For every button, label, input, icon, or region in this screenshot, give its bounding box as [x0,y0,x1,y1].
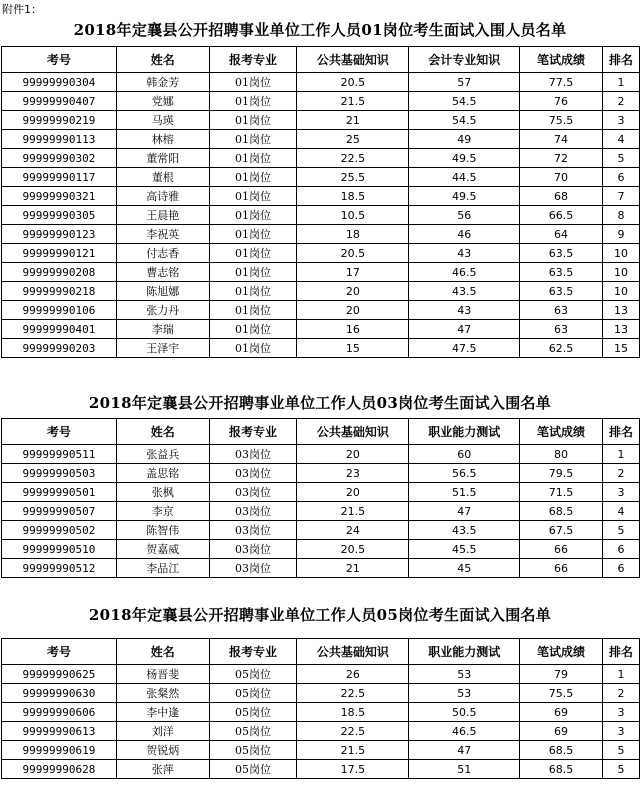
cell-name: 王泽宇 [116,339,209,358]
cell-written-score: 62.5 [520,339,603,358]
cell-name: 张萍 [116,760,209,779]
table-row [2,741,640,760]
column-header-public-knowledge: 公共基础知识 [297,419,409,445]
cell-position: 01岗位 [209,263,297,282]
cell-public-knowledge: 20 [297,301,409,320]
cell-exam-id: 99999990630 [2,684,117,703]
section-title-05: 2018年定襄县公开招聘事业单位工作人员05岗位考生面试入围名单 [88,606,552,624]
cell-written-score: 63.5 [520,282,603,301]
cell-position: 05岗位 [209,741,297,760]
header-row [2,47,640,73]
cell-written-score: 75.5 [520,111,603,130]
column-header-second-score: 职业能力测试 [409,639,520,665]
cell-rank: 10 [602,263,639,282]
cell-written-score: 66 [520,540,603,559]
cell-rank: 15 [602,339,639,358]
cell-public-knowledge: 25 [297,130,409,149]
cell-position: 03岗位 [209,483,297,502]
table-row [2,339,640,358]
cell-written-score: 76 [520,92,603,111]
table-row [2,559,640,578]
cell-rank: 4 [602,502,639,521]
cell-name: 董根 [116,168,209,187]
cell-second-score: 47 [409,502,520,521]
cell-public-knowledge: 21 [297,559,409,578]
cell-second-score: 43 [409,301,520,320]
column-header-position: 报考专业 [209,639,297,665]
cell-rank: 1 [602,445,639,464]
cell-name: 党娜 [116,92,209,111]
table-row [2,760,640,779]
cell-second-score: 45.5 [409,540,520,559]
table-row [2,703,640,722]
cell-rank: 3 [602,483,639,502]
cell-position: 03岗位 [209,502,297,521]
cell-second-score: 50.5 [409,703,520,722]
cell-name: 王晨艳 [116,206,209,225]
cell-name: 董常阳 [116,149,209,168]
cell-public-knowledge: 25.5 [297,168,409,187]
cell-second-score: 46 [409,225,520,244]
cell-written-score: 68.5 [520,760,603,779]
section-title-01: 2018年定襄县公开招聘事业单位工作人员01岗位考生面试入围人员名单 [73,21,567,39]
cell-position: 03岗位 [209,559,297,578]
table-01 [1,46,640,358]
cell-public-knowledge: 21.5 [297,502,409,521]
cell-written-score: 63 [520,301,603,320]
table-row [2,206,640,225]
cell-exam-id: 99999990219 [2,111,117,130]
cell-second-score: 44.5 [409,168,520,187]
attachment-label: 附件1： [2,3,42,16]
cell-exam-id: 99999990619 [2,741,117,760]
header-row [2,419,640,445]
cell-public-knowledge: 17.5 [297,760,409,779]
cell-written-score: 67.5 [520,521,603,540]
cell-public-knowledge: 21.5 [297,92,409,111]
cell-name: 林榕 [116,130,209,149]
cell-second-score: 54.5 [409,111,520,130]
column-header-exam-id: 考号 [2,419,117,445]
table-row [2,244,640,263]
cell-name: 陈旭娜 [116,282,209,301]
cell-rank: 10 [602,244,639,263]
column-header-written-score: 笔试成绩 [520,419,603,445]
cell-second-score: 43.5 [409,282,520,301]
cell-exam-id: 99999990113 [2,130,117,149]
cell-second-score: 51 [409,760,520,779]
cell-position: 01岗位 [209,168,297,187]
cell-exam-id: 99999990510 [2,540,117,559]
cell-second-score: 46.5 [409,263,520,282]
column-header-second-score: 会计专业知识 [409,47,520,73]
cell-name: 盖思铭 [116,464,209,483]
cell-position: 03岗位 [209,521,297,540]
cell-name: 付志香 [116,244,209,263]
cell-name: 李品江 [116,559,209,578]
cell-name: 陈智伟 [116,521,209,540]
cell-public-knowledge: 15 [297,339,409,358]
cell-exam-id: 99999990512 [2,559,117,578]
cell-name: 张粲然 [116,684,209,703]
cell-rank: 6 [602,559,639,578]
column-header-public-knowledge: 公共基础知识 [297,47,409,73]
table-03 [1,418,640,578]
cell-rank: 2 [602,92,639,111]
cell-rank: 2 [602,464,639,483]
cell-public-knowledge: 10.5 [297,206,409,225]
cell-exam-id: 99999990208 [2,263,117,282]
cell-exam-id: 99999990305 [2,206,117,225]
cell-rank: 5 [602,149,639,168]
cell-second-score: 49.5 [409,149,520,168]
cell-name: 张枫 [116,483,209,502]
column-header-written-score: 笔试成绩 [520,639,603,665]
cell-exam-id: 99999990407 [2,92,117,111]
cell-public-knowledge: 18 [297,225,409,244]
cell-position: 01岗位 [209,225,297,244]
cell-name: 贺嘉威 [116,540,209,559]
cell-written-score: 69 [520,703,603,722]
cell-public-knowledge: 17 [297,263,409,282]
table-row [2,282,640,301]
cell-rank: 13 [602,320,639,339]
cell-rank: 7 [602,187,639,206]
cell-exam-id: 99999990613 [2,722,117,741]
table-row [2,168,640,187]
column-header-public-knowledge: 公共基础知识 [297,639,409,665]
cell-written-score: 63 [520,320,603,339]
cell-public-knowledge: 16 [297,320,409,339]
cell-name: 李瑞 [116,320,209,339]
table-row [2,130,640,149]
cell-written-score: 63.5 [520,263,603,282]
cell-exam-id: 99999990321 [2,187,117,206]
cell-name: 马瑛 [116,111,209,130]
cell-public-knowledge: 20.5 [297,244,409,263]
column-header-exam-id: 考号 [2,47,117,73]
cell-exam-id: 99999990507 [2,502,117,521]
table-row [2,149,640,168]
cell-second-score: 47 [409,741,520,760]
cell-name: 李中逢 [116,703,209,722]
cell-position: 03岗位 [209,445,297,464]
cell-written-score: 68 [520,187,603,206]
cell-public-knowledge: 20.5 [297,73,409,92]
cell-position: 01岗位 [209,130,297,149]
cell-exam-id: 99999990501 [2,483,117,502]
column-header-name: 姓名 [116,639,209,665]
table-row [2,540,640,559]
cell-written-score: 66 [520,559,603,578]
cell-name: 张益兵 [116,445,209,464]
cell-public-knowledge: 20 [297,445,409,464]
cell-position: 01岗位 [209,111,297,130]
cell-exam-id: 99999990606 [2,703,117,722]
cell-second-score: 46.5 [409,722,520,741]
cell-exam-id: 99999990302 [2,149,117,168]
cell-written-score: 70 [520,168,603,187]
cell-second-score: 47 [409,320,520,339]
cell-exam-id: 99999990401 [2,320,117,339]
cell-public-knowledge: 24 [297,521,409,540]
cell-exam-id: 99999990625 [2,665,117,684]
cell-second-score: 43.5 [409,521,520,540]
cell-name: 韩金芳 [116,73,209,92]
cell-second-score: 47.5 [409,339,520,358]
cell-exam-id: 99999990106 [2,301,117,320]
cell-exam-id: 99999990218 [2,282,117,301]
cell-written-score: 71.5 [520,483,603,502]
cell-public-knowledge: 22.5 [297,722,409,741]
column-header-name: 姓名 [116,419,209,445]
cell-public-knowledge: 22.5 [297,149,409,168]
cell-name: 张力丹 [116,301,209,320]
cell-public-knowledge: 18.5 [297,703,409,722]
table-row [2,521,640,540]
cell-position: 01岗位 [209,73,297,92]
cell-name: 李京 [116,502,209,521]
table-row [2,483,640,502]
cell-rank: 6 [602,168,639,187]
cell-rank: 9 [602,225,639,244]
cell-position: 05岗位 [209,722,297,741]
column-header-second-score: 职业能力测试 [409,419,520,445]
cell-exam-id: 99999990117 [2,168,117,187]
cell-position: 01岗位 [209,244,297,263]
cell-second-score: 60 [409,445,520,464]
cell-second-score: 43 [409,244,520,263]
cell-position: 01岗位 [209,301,297,320]
cell-position: 01岗位 [209,187,297,206]
column-header-rank: 排名 [602,419,639,445]
cell-exam-id: 99999990503 [2,464,117,483]
table-row [2,665,640,684]
column-header-name: 姓名 [116,47,209,73]
cell-second-score: 53 [409,665,520,684]
table-row [2,722,640,741]
cell-written-score: 72 [520,149,603,168]
cell-rank: 4 [602,130,639,149]
cell-position: 01岗位 [209,339,297,358]
cell-rank: 13 [602,301,639,320]
cell-second-score: 49 [409,130,520,149]
cell-name: 高诗雅 [116,187,209,206]
cell-position: 03岗位 [209,464,297,483]
cell-written-score: 66.5 [520,206,603,225]
cell-public-knowledge: 21.5 [297,741,409,760]
cell-public-knowledge: 21 [297,111,409,130]
cell-rank: 3 [602,703,639,722]
cell-position: 05岗位 [209,703,297,722]
cell-public-knowledge: 22.5 [297,684,409,703]
cell-position: 01岗位 [209,206,297,225]
cell-position: 05岗位 [209,665,297,684]
cell-written-score: 75.5 [520,684,603,703]
cell-written-score: 63.5 [520,244,603,263]
cell-name: 曹志铭 [116,263,209,282]
cell-name: 李祝英 [116,225,209,244]
cell-rank: 10 [602,282,639,301]
cell-exam-id: 99999990304 [2,73,117,92]
cell-public-knowledge: 20 [297,483,409,502]
section-title-03: 2018年定襄县公开招聘事业单位工作人员03岗位考生面试入围名单 [88,394,552,412]
cell-position: 05岗位 [209,760,297,779]
table-row [2,225,640,244]
cell-position: 01岗位 [209,92,297,111]
cell-name: 刘洋 [116,722,209,741]
column-header-rank: 排名 [602,639,639,665]
cell-name: 杨晋斐 [116,665,209,684]
cell-written-score: 69 [520,722,603,741]
table-row [2,684,640,703]
cell-position: 05岗位 [209,684,297,703]
cell-position: 03岗位 [209,540,297,559]
cell-rank: 5 [602,741,639,760]
cell-position: 01岗位 [209,282,297,301]
cell-exam-id: 99999990511 [2,445,117,464]
table-row [2,73,640,92]
table-row [2,502,640,521]
cell-rank: 3 [602,722,639,741]
cell-written-score: 77.5 [520,73,603,92]
table-05 [1,638,640,779]
column-header-position: 报考专业 [209,47,297,73]
table-row [2,464,640,483]
cell-second-score: 57 [409,73,520,92]
cell-written-score: 74 [520,130,603,149]
cell-public-knowledge: 20 [297,282,409,301]
column-header-rank: 排名 [602,47,639,73]
cell-second-score: 56 [409,206,520,225]
table-row [2,301,640,320]
cell-written-score: 64 [520,225,603,244]
cell-public-knowledge: 18.5 [297,187,409,206]
cell-position: 01岗位 [209,320,297,339]
cell-exam-id: 99999990121 [2,244,117,263]
cell-second-score: 49.5 [409,187,520,206]
cell-public-knowledge: 26 [297,665,409,684]
column-header-position: 报考专业 [209,419,297,445]
cell-exam-id: 99999990502 [2,521,117,540]
table-row [2,320,640,339]
cell-second-score: 54.5 [409,92,520,111]
cell-rank: 5 [602,521,639,540]
cell-rank: 1 [602,665,639,684]
cell-written-score: 68.5 [520,741,603,760]
header-row [2,639,640,665]
table-row [2,92,640,111]
cell-second-score: 51.5 [409,483,520,502]
cell-rank: 1 [602,73,639,92]
cell-written-score: 80 [520,445,603,464]
cell-rank: 8 [602,206,639,225]
table-row [2,111,640,130]
cell-rank: 3 [602,111,639,130]
cell-rank: 6 [602,540,639,559]
cell-rank: 2 [602,684,639,703]
cell-name: 贺锐炳 [116,741,209,760]
cell-second-score: 45 [409,559,520,578]
cell-written-score: 79 [520,665,603,684]
cell-second-score: 53 [409,684,520,703]
cell-position: 01岗位 [209,149,297,168]
cell-second-score: 56.5 [409,464,520,483]
cell-written-score: 68.5 [520,502,603,521]
cell-public-knowledge: 23 [297,464,409,483]
cell-written-score: 79.5 [520,464,603,483]
column-header-exam-id: 考号 [2,639,117,665]
table-row [2,187,640,206]
column-header-written-score: 笔试成绩 [520,47,603,73]
table-row [2,263,640,282]
cell-exam-id: 99999990203 [2,339,117,358]
table-row [2,445,640,464]
cell-public-knowledge: 20.5 [297,540,409,559]
cell-rank: 5 [602,760,639,779]
cell-exam-id: 99999990123 [2,225,117,244]
cell-exam-id: 99999990628 [2,760,117,779]
